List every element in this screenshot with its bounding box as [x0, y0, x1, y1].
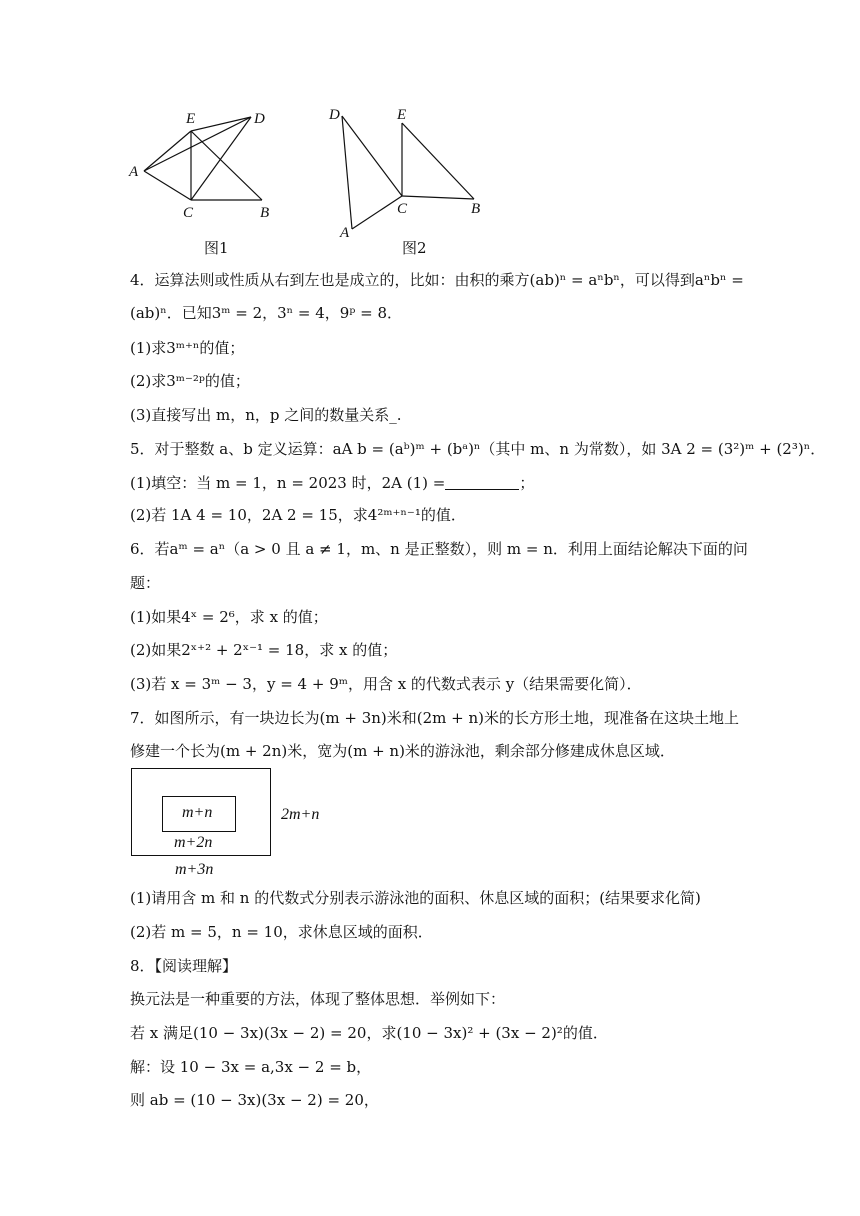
q7-part-2: (2)若 m = 5，n = 10，求休息区域的面积． [130, 923, 433, 941]
q4-part-1: (1)求3ᵐ⁺ⁿ的值； [130, 339, 245, 357]
q5-line-1: 5．对于整数 a、b 定义运算：aA b = (aᵇ)ᵐ + (bᵃ)ⁿ（其中 m、n 为常数），如 3A 2 = (3²)ᵐ + (2³)ⁿ． [130, 440, 826, 458]
figure-1 [144, 117, 262, 200]
pool-label: m+n [182, 804, 213, 821]
figure-2 [342, 116, 474, 229]
fig1-label-D: D [254, 111, 265, 127]
q4-part-3: (3)直接写出 m，n，p 之间的数量关系_. [130, 406, 402, 424]
fig2-segment-EB [402, 123, 474, 199]
q8-line-1: 8．【阅读理解】 [130, 957, 238, 975]
fig2-label-A: A [340, 225, 350, 241]
q6-part-2: (2)如果2ˣ⁺² + 2ˣ⁻¹ = 18，求 x 的值； [130, 641, 398, 659]
q4-part-2: (2)求3ᵐ⁻²ᵖ的值； [130, 372, 250, 390]
fig1-label-A: A [129, 164, 139, 180]
fig2-label-E: E [397, 107, 407, 123]
q8-line-5: 则 ab = (10 − 3x)(3x − 2) = 20， [130, 1091, 379, 1109]
fig2-label-D: D [329, 107, 340, 123]
q5-part-1-text: (1)填空：当 m = 1，n = 2023 时，2A (1) = [130, 474, 446, 492]
fig2-segment-AC [352, 196, 402, 229]
fig2-segment-DC [342, 116, 402, 196]
pool-length-label: m+2n [174, 834, 213, 851]
fig1-caption: 图1 [204, 239, 229, 257]
fig2-segment-DA [342, 116, 352, 229]
fig1-segment-AD [144, 117, 251, 171]
q6-line-2: 题： [130, 574, 161, 592]
fig1-label-B: B [260, 205, 270, 221]
fig2-segment-CB [402, 196, 474, 199]
q5-part-2: (2)若 1A 4 = 10，2A 2 = 15，求4²ᵐ⁺ⁿ⁻¹的值． [130, 506, 466, 524]
length-label: m+3n [175, 861, 214, 878]
q7-line-2: 修建一个长为(m + 2n)米，宽为(m + n)米的游泳池，剩余部分修建成休息区域． [130, 742, 675, 760]
q6-part-1: (1)如果4ˣ = 2⁶，求 x 的值； [130, 608, 328, 626]
q8-line-3: 若 x 满足(10 − 3x)(3x − 2) = 20，求(10 − 3x)² + (3x − 2)²的值． [130, 1024, 608, 1042]
fig1-label-E: E [186, 111, 196, 127]
geometry-figures [0, 0, 860, 260]
q4-line-2: (ab)ⁿ．已知3ᵐ = 2，3ⁿ = 4，9ᵖ = 8． [130, 304, 403, 322]
q7-part-1: (1)请用含 m 和 n 的代数式分别表示游泳池的面积、休息区域的面积；(结果要求化简) [130, 889, 701, 907]
q6-part-3: (3)若 x = 3ᵐ − 3，y = 4 + 9ᵐ，用含 x 的代数式表示 y（结果需要化简）． [130, 675, 642, 693]
fig2-label-C: C [397, 201, 408, 217]
width-label: 2m+n [281, 806, 320, 823]
q7-line-1: 7．如图所示，有一块边长为(m + 3n)米和(2m + n)米的长方形土地，现准备在这块土地上 [130, 709, 740, 727]
answer-blank[interactable] [445, 475, 519, 490]
q5-part-1-end: ； [519, 474, 535, 492]
fig2-label-B: B [471, 201, 481, 217]
fig1-segment-EB [191, 131, 262, 200]
q5-part-1 [130, 475, 534, 491]
fig1-segment-AC [144, 171, 191, 200]
q8-line-4: 解：设 10 − 3x = a,3x − 2 = b， [130, 1058, 372, 1076]
fig2-caption: 图2 [402, 239, 427, 257]
q4-line-1: 4．运算法则或性质从右到左也是成立的，比如：由积的乘方(ab)ⁿ = aⁿbⁿ，可以得到aⁿbⁿ = [130, 271, 744, 289]
q6-line-1: 6．若aᵐ = aⁿ（a > 0 且 a ≠ 1，m、n 是正整数），则 m = n．利用上面结论解决下面的问 [130, 540, 748, 558]
fig1-label-C: C [183, 205, 194, 221]
q8-line-2: 换元法是一种重要的方法，体现了整体思想．举例如下： [130, 990, 506, 1008]
